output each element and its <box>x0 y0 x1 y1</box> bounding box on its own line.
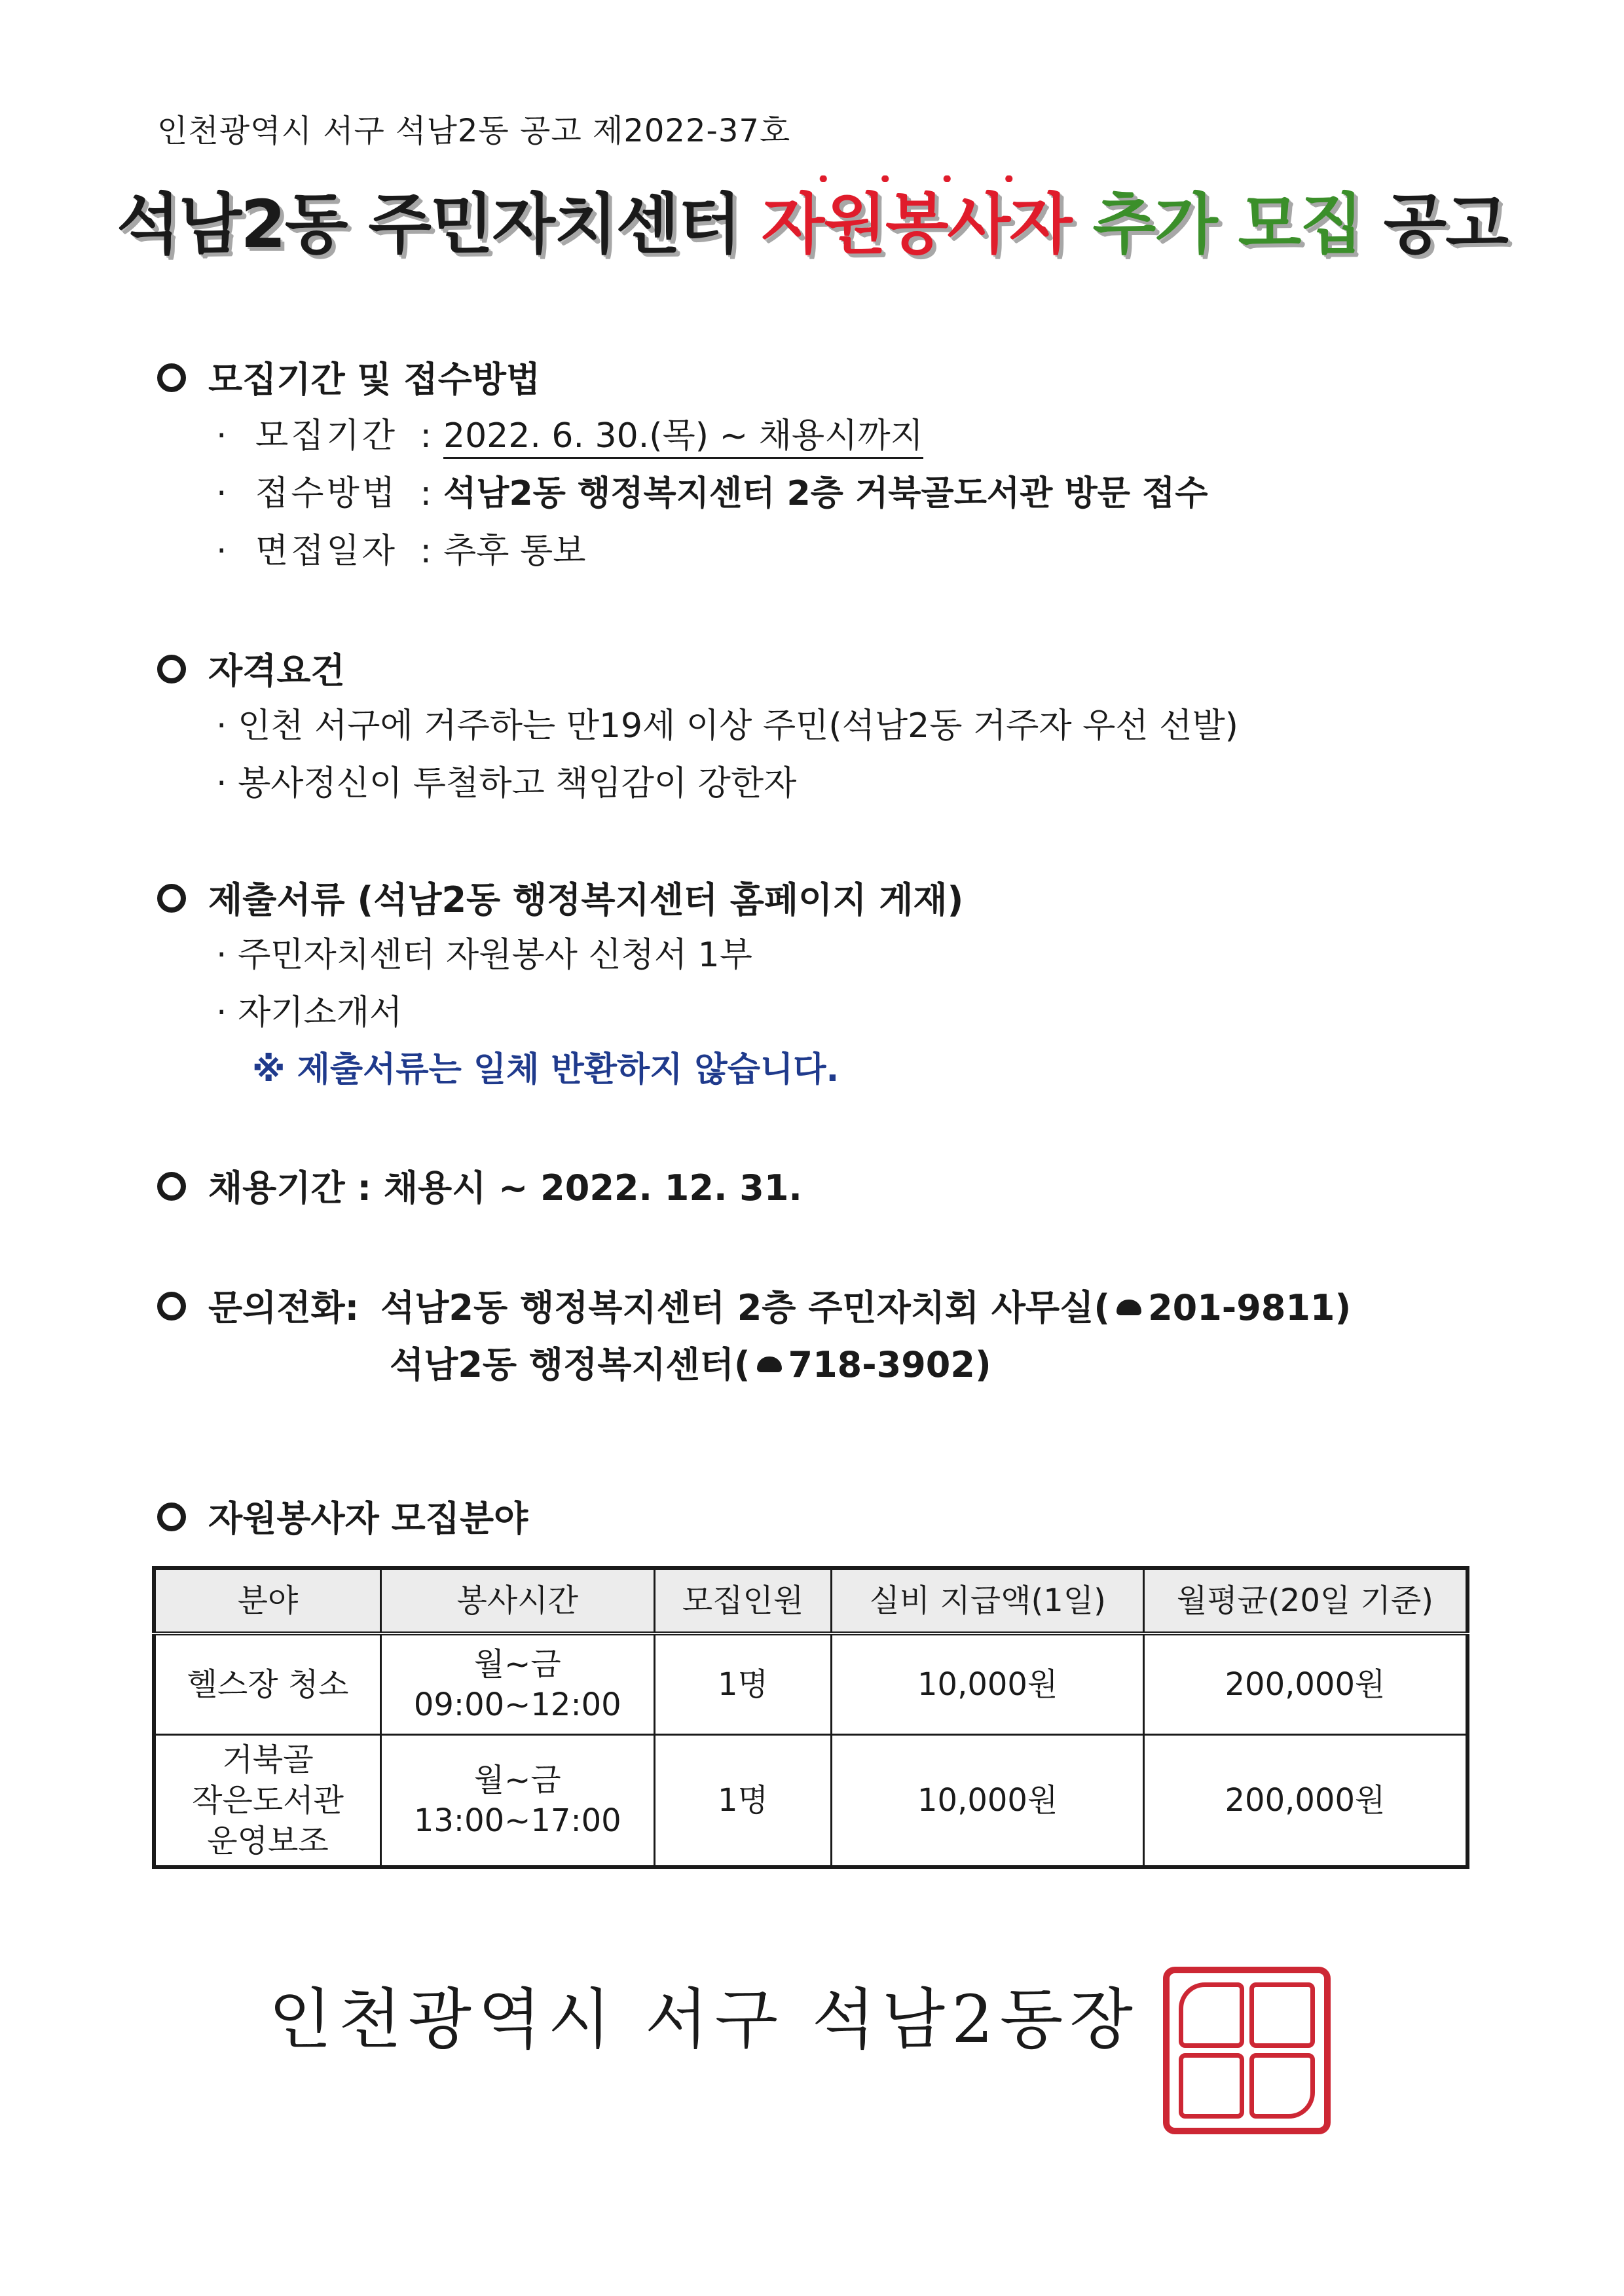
dot-bullet-icon: · <box>216 936 238 975</box>
title-part-notice: 공고 <box>1383 186 1507 263</box>
cell-time-hours: 13:00~17:00 <box>413 1802 621 1839</box>
section-recruit-heading <box>157 357 540 403</box>
circle-bullet-icon <box>157 655 186 683</box>
column-header-field: 분야 <box>154 1568 381 1633</box>
application-method-value: 석남2동 행정복지센터 2층 거북골도서관 방문 접수 <box>443 474 1208 513</box>
column-header-monthly-average: 월평균(20일 기준) <box>1143 1568 1467 1633</box>
circle-bullet-icon <box>157 1292 186 1321</box>
cell-time <box>381 1633 655 1735</box>
seal-block <box>1179 1982 1244 2048</box>
recruitment-fields-table <box>152 1566 1469 1869</box>
cell-field <box>154 1735 381 1868</box>
contact-line2-phone: 718-3902) <box>788 1344 991 1385</box>
circle-bullet-icon <box>157 884 186 913</box>
section-recruit-heading-text: 모집기간 및 접수방법 <box>208 359 541 400</box>
document-text: 주민자치센터 자원봉사 신청서 1부 <box>238 936 752 975</box>
section-qualification-heading-text: 자격요건 <box>208 650 345 691</box>
separator: : <box>420 416 432 456</box>
cell-time <box>381 1735 655 1868</box>
cell-monthly-average: 200,000원 <box>1143 1735 1467 1868</box>
document-item <box>216 991 402 1035</box>
seal-block <box>1179 2053 1244 2119</box>
seal-block <box>1249 1982 1315 2048</box>
interview-date-row <box>216 529 585 574</box>
dot-bullet-icon: · <box>216 416 227 456</box>
cell-field-line: 헬스장 청소 <box>187 1666 349 1703</box>
column-header-count: 모집인원 <box>654 1568 832 1633</box>
seal-block <box>1249 2053 1315 2119</box>
circle-bullet-icon <box>157 363 186 392</box>
interview-date-value: 추후 통보 <box>443 532 586 571</box>
cell-count: 1명 <box>654 1633 832 1735</box>
contact-line1-phone: 201-9811) <box>1148 1287 1352 1328</box>
recruit-period-value: 2022. 6. 30.(목) ~ 채용시까지 <box>443 416 923 459</box>
qualification-text: 인천 서구에 거주하는 만19세 이상 주민(석남2동 거주자 우선 선발) <box>238 706 1238 746</box>
dot-bullet-icon: · <box>216 706 238 746</box>
table-header-row <box>154 1568 1467 1633</box>
cell-field <box>154 1633 381 1735</box>
dot-bullet-icon: · <box>216 764 238 803</box>
document-item <box>216 933 752 977</box>
contact-line2 <box>390 1342 991 1388</box>
cell-monthly-average: 200,000원 <box>1143 1633 1467 1735</box>
title-part-volunteer: 자원봉사자 <box>762 182 1071 267</box>
application-method-label: 접수방법 <box>255 474 397 513</box>
column-header-daily-pay: 실비 지급액(1일) <box>832 1568 1143 1633</box>
section-contact-heading <box>157 1285 1351 1331</box>
official-seal-icon <box>1163 1967 1331 2134</box>
application-method-row <box>216 471 1208 516</box>
circle-bullet-icon <box>157 1503 186 1531</box>
cell-daily-pay: 10,000원 <box>832 1735 1143 1868</box>
cell-daily-pay: 10,000원 <box>832 1633 1143 1735</box>
employment-period-text: 채용기간 : 채용시 ~ 2022. 12. 31. <box>208 1167 802 1209</box>
interview-date-label: 면접일자 <box>255 532 397 571</box>
contact-line2-text: 석남2동 행정복지센터( <box>390 1344 750 1385</box>
dot-bullet-icon: · <box>216 474 227 513</box>
section-period-heading <box>157 1165 802 1211</box>
cell-time-days: 월~금 <box>473 1646 561 1683</box>
page-title <box>0 182 1624 267</box>
recruit-period-row <box>216 414 923 458</box>
cell-field-line: 작은도서관 <box>192 1782 344 1819</box>
column-header-time: 봉사시간 <box>381 1568 655 1633</box>
title-part-center: 석남2동 주민자치센터 <box>117 186 740 263</box>
circle-bullet-icon <box>157 1172 186 1201</box>
separator: : <box>420 532 432 571</box>
cell-field-line: 거북골 <box>222 1741 314 1778</box>
telephone-icon <box>757 1357 782 1372</box>
section-fields-heading <box>157 1496 528 1542</box>
telephone-icon <box>1116 1300 1141 1315</box>
contact-line1-text: 석남2동 행정복지센터 2층 주민자치회 사무실( <box>380 1287 1111 1328</box>
documents-not-returned-note: ※ 제출서류는 일체 반환하지 않습니다. <box>252 1050 840 1089</box>
cell-time-days: 월~금 <box>473 1762 561 1798</box>
section-qualification-heading <box>157 648 345 694</box>
cell-time-hours: 09:00~12:00 <box>413 1686 621 1723</box>
table-row <box>154 1735 1467 1868</box>
cell-field-line: 운영보조 <box>207 1823 329 1859</box>
title-part-additional-recruit: 추가 모집 <box>1092 186 1362 263</box>
section-fields-heading-text: 자원봉사자 모집분야 <box>208 1498 528 1539</box>
dot-bullet-icon: · <box>216 993 238 1032</box>
qualification-item <box>216 761 796 806</box>
document-text: 자기소개서 <box>238 993 403 1032</box>
recruit-period-label: 모집기간 <box>255 416 397 456</box>
table-row <box>154 1633 1467 1735</box>
notice-number: 인천광역시 서구 석남2동 공고 제2022-37호 <box>157 113 791 149</box>
separator: : <box>420 474 432 513</box>
contact-label: 문의전화: <box>208 1287 360 1328</box>
issuer-signature: 인천광역시 서구 석남2동장 <box>268 1981 1139 2058</box>
qualification-item <box>216 704 1238 748</box>
cell-count: 1명 <box>654 1735 832 1868</box>
section-documents-heading-text: 제출서류 (석남2동 행정복지센터 홈페이지 게재) <box>208 879 964 920</box>
qualification-text: 봉사정신이 투철하고 책임감이 강한자 <box>238 764 797 803</box>
dot-bullet-icon: · <box>216 532 227 571</box>
section-documents-heading <box>157 877 963 923</box>
